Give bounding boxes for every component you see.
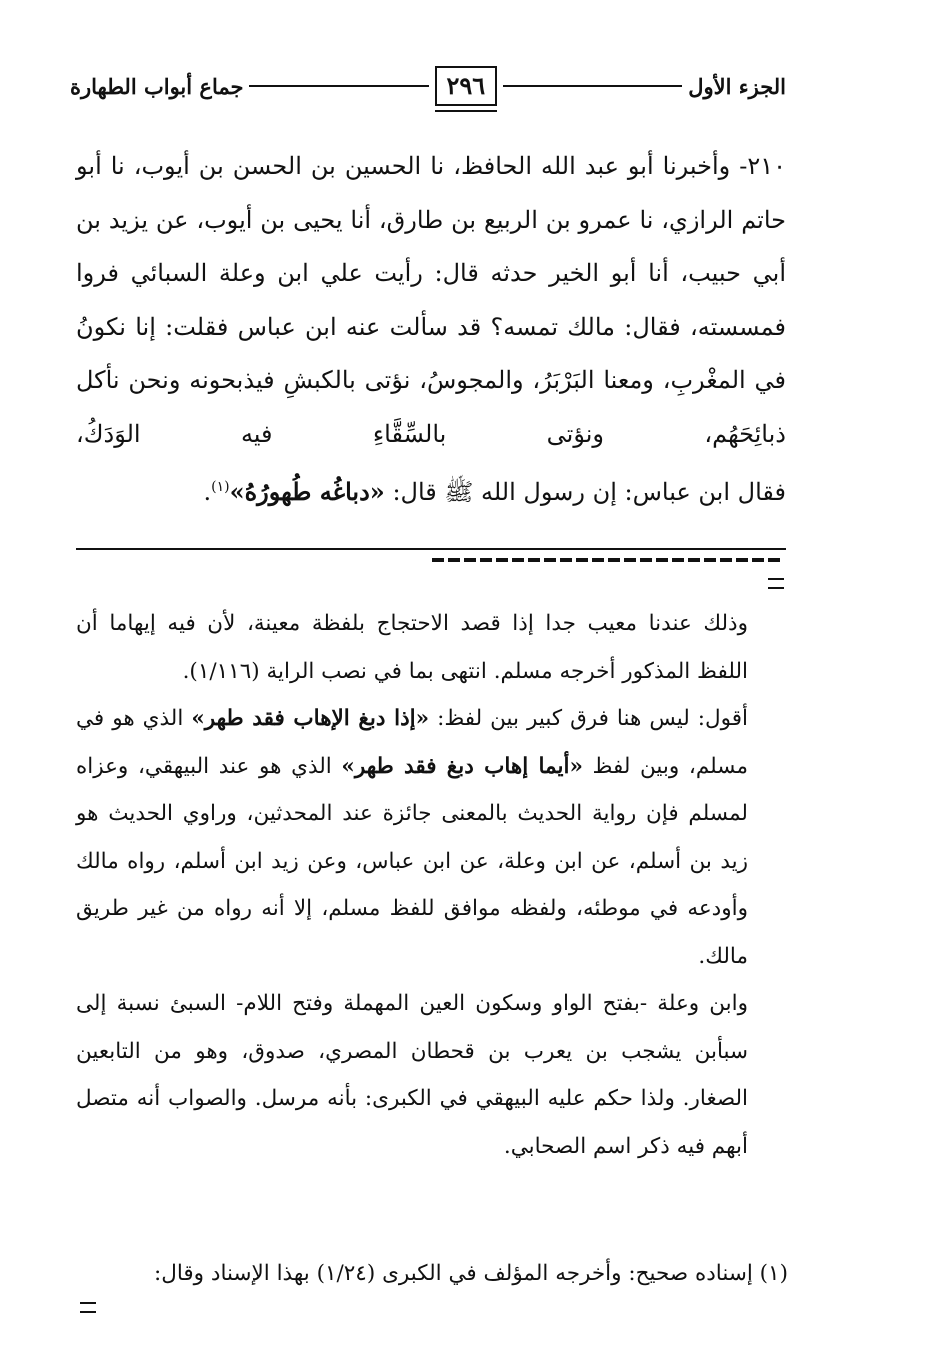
text-end-rule xyxy=(76,548,786,550)
commentary xyxy=(76,600,748,1170)
commentary-text: أقول: ليس هنا فرق كبير بين لفظ: xyxy=(437,706,748,731)
double-rule-mark xyxy=(768,578,784,589)
commentary-paragraph-2 xyxy=(76,695,748,980)
commentary-paragraph-3: وابن وعلة -بفتح الواو وسكون العين المهملة وفتح اللام- السبئ نسبة إلى سبأبن يشجب بن يعرب بن قحطان المصري، صدوق، وهو من التابعين الصغار. ولذا حكم عليه البيهقي في الكبرى: بأنه مرسل. والصواب أنه متصل أبهم فيه ذكر اسم الصحابي. xyxy=(76,991,748,1159)
volume-label: الجزء الأول xyxy=(688,73,786,99)
hadith-final-line xyxy=(76,461,786,520)
commentary-paragraph-1: وذلك عندنا معيب جدا إذا قصد الاحتجاج بلفظة معينة، لأن فيه إيهاما أن اللفظ المذكور أخرجه مسلم. انتهى بما في نصب الراية (١/١١٦). xyxy=(76,611,748,684)
page-number: ٢٩٦ xyxy=(435,66,498,106)
footnote: (١) إسناده صحيح: وأخرجه المؤلف في الكبرى (١/٢٤) بهذا الإسناد وقال: xyxy=(153,1261,788,1286)
chapter-title: جماع أبواب الطهارة xyxy=(69,73,244,99)
quoted-hadith-2: «أيما إهاب دبغ فقد طهر» xyxy=(341,753,583,779)
hadith-text xyxy=(76,140,786,520)
header-rule-left xyxy=(249,85,428,87)
quoted-hadith-1: «إذا دبغ الإهاب فقد طهر» xyxy=(191,706,430,731)
hadith-paragraph: ٢١٠- وأخبرنا أبو عبد الله الحافظ، نا الحسين بن الحسن بن أيوب، نا أبو حاتم الرازي، نا عمرو بن الربيع بن طارق، أنا يحيى بن أيوب، عن يزيد بن أبي حبيب، أنا أبو الخير حدثه قال: رأيت علي ابن وعلة السبائي فروا فمسسته، فقال: مالك تمسه؟ قد سألت عنه ابن عباس فقلت: إنا نكونُ في المغْربِ، ومعنا البَرْبَرُ، والمجوسُ، نؤتى بالكبشِ فيذبحونه ونحن نأكل ذبائِحَهُم، ونؤتى بالسِّقَّاءِ فيه الوَدَكُ، xyxy=(76,152,786,448)
separator-dashes xyxy=(432,558,784,562)
running-header xyxy=(70,66,786,106)
commentary-text: الذي هو في مسلم، وبين لفظ xyxy=(76,706,748,779)
double-rule-mark-bottom xyxy=(80,1302,96,1313)
hadith-period: . xyxy=(203,478,212,506)
header-rule-right xyxy=(503,85,682,87)
hadith-quote: «دباغُه طُهورُهُ» xyxy=(229,477,385,506)
hadith-final-text: فقال ابن عباس: إن رسول الله ﷺ قال: xyxy=(392,478,786,506)
footnote-ref: (١) xyxy=(211,479,230,495)
commentary-text: الذي هو عند البيهقي، وعزاه لمسلم فإن رواية الحديث بالمعنى جائزة عند المحدثين، وراوي الحديث هو زيد بن أسلم، عن ابن وعلة، عن ابن عباس، وعن زيد ابن أسلم، رواه مالك وأودعه في موطئه، ولفظه موافق للفظ مسلم، إلا أنه رواه من غير طريق مالك. xyxy=(76,753,748,969)
